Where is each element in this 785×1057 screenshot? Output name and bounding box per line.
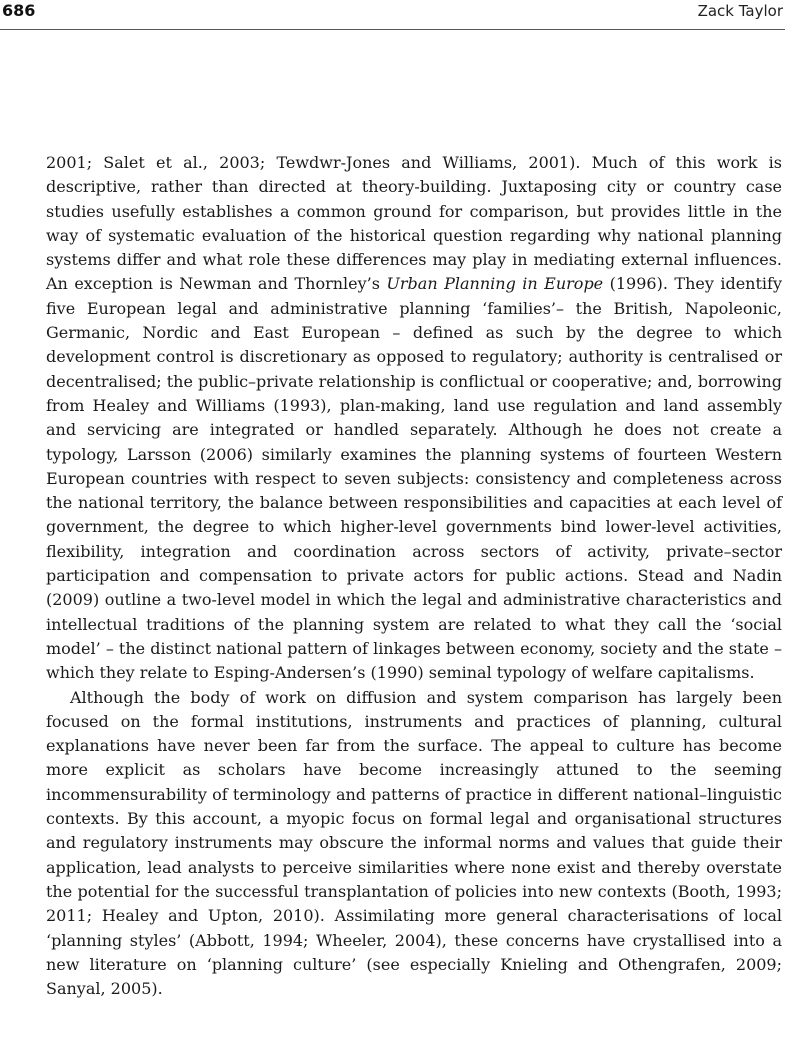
- page-number: 686: [2, 1, 36, 20]
- book-title-italic: Urban Planning in Europe: [386, 274, 604, 294]
- paragraph-1-text-start: 2001; Salet et al., 2003; Tewdwr-Jones and Williams, 2001). Much of this work is descriptive, rather than directed at theory-building. Juxtaposing city or country case studies usefully establishes a common ground for comparison, but provides little in the way of systematic evaluation of the historical question regarding why national planning systems differ and what role these differences may play in mediating external influences. An exception is Newman and Thornley’s: [46, 153, 782, 294]
- page-header: [0, 0, 785, 30]
- paragraph-1-text-end: (1996). They identify five European legal and administrative planning ‘families’– the British, Napoleonic, Germanic, Nordic and East European – defined as such by the degree to which development control is discretionary as opposed to regulatory; authority is centralised or decentralised; the public–private relationship is conflictual or cooperative; and, borrowing from Healey and Williams (1993), plan-making, land use regulation and land assembly and servicing are integrated or handled separately. Although he does not create a typology, Larsson (2006) similarly examines the planning systems of fourteen Western European countries with respect to seven subjects: consistency and completeness across the national territory, the balance between responsibilities and capacities at each level of government, the degree to which higher-level governments bind lower-level activities, flexibility, integration and coordination across sectors of activity, private–sector participation and compensation to private actors for public actions. Stead and Nadin (2009) outline a two-level model in which the legal and administrative characteristics and intellectual traditions of the planning system are related to what they call the ‘social model’ – the distinct national pattern of linkages between economy, society and the state – which they relate to Esping-Andersen’s (1990) seminal typology of welfare capitalisms.: [46, 274, 782, 683]
- author-running-head: Zack Taylor: [697, 2, 783, 20]
- paragraph-2: Although the body of work on diffusion and system comparison has largely been focused on the formal institutions, instruments and practices of planning, cultural explanations have never been far from the surface. The appeal to culture has become more explicit as scholars have become increasingly attuned to the seeming incommensurability of terminology and patterns of practice in different national–linguistic contexts. By this account, a myopic focus on formal legal and organisational structures and regulatory instruments may obscure the informal norms and values that guide their application, lead analysts to perceive similarities where none exist and thereby overstate the potential for the successful transplantation of policies into new contexts (Booth, 1993; 2011; Healey and Upton, 2010). Assimilating more general characterisations of local ‘planning styles’ (Abbott, 1994; Wheeler, 2004), these concerns have crystallised into a new literature on ‘planning culture’ (see especially Knieling and Othengrafen, 2009; Sanyal, 2005).: [46, 687, 782, 999]
- paragraph-1: [46, 151, 782, 686]
- article-body: [46, 151, 782, 1001]
